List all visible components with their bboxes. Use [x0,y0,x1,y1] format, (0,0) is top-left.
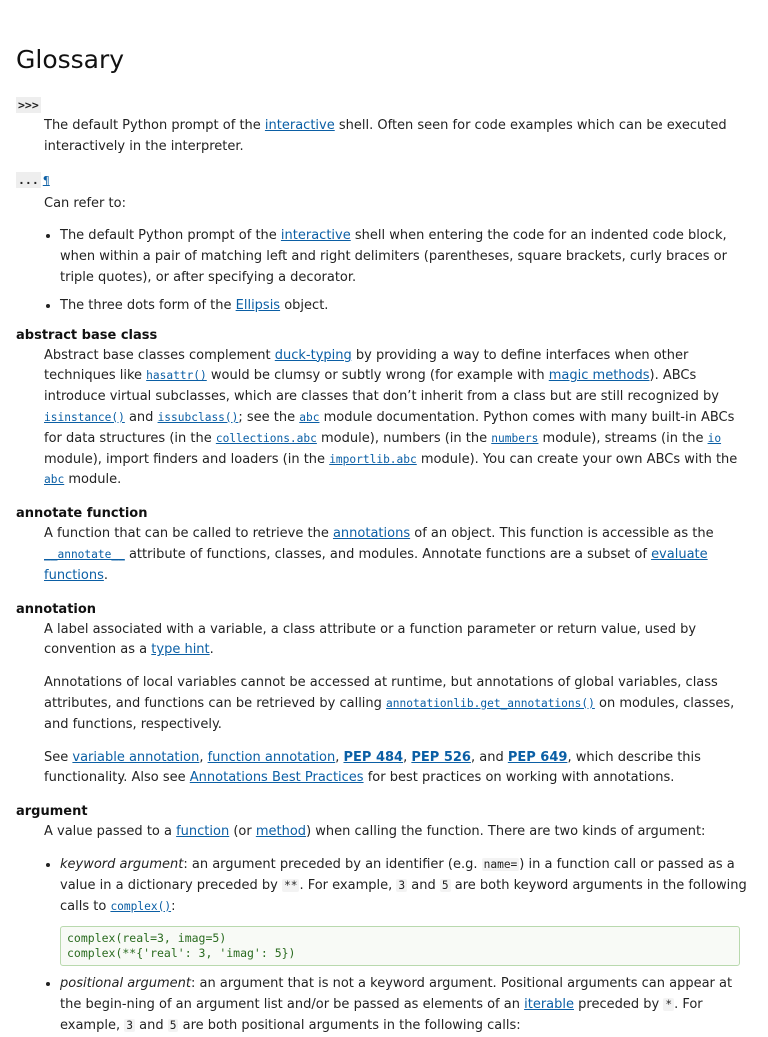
text: Abstract base classes complement [44,347,275,363]
text: module), streams (in the [538,430,708,446]
text: shell when entering the code for an indented code block, when within a pair of matching left and right delimiters (parentheses, square brackets, curly braces or triple quotes), or after specifying a decorator. [60,228,727,285]
term-ellipsis [16,170,754,191]
text: . [209,642,214,658]
text: preceded by [574,997,664,1013]
link-pep-649[interactable]: PEP 649 [507,749,568,765]
permalink-icon[interactable]: ¶ [42,173,50,187]
link-hasattr[interactable] [146,368,207,383]
link-complex[interactable] [110,899,171,914]
def-abstract-base-class [44,346,754,492]
link-evaluate-functions[interactable]: evaluate functions [44,546,708,583]
code: ** [283,878,298,892]
text: ; see the [238,409,300,425]
text: by providing a way to define interfaces when other techniques like [44,347,689,384]
text: are both positional arguments in the following calls: [178,1017,521,1033]
code: collections.abc [215,431,317,445]
text: shell. Often seen for code examples which can be executed interactively in the interpreter. [44,118,727,154]
list-item-keyword-argument [60,855,754,966]
link-pep-484[interactable]: PEP 484 [343,749,404,765]
code: abc [44,473,65,487]
text: : an argument preceded by an identifier (e.g. [183,856,482,872]
term-annotation: annotation [16,601,97,617]
text: module), numbers (in the [316,430,492,446]
link-get-annotations[interactable] [386,696,595,711]
text: and [124,409,158,425]
text: and [407,877,440,893]
link-importlib-abc[interactable] [329,452,417,467]
term-argument: argument [16,804,88,820]
def-annotation-p2 [44,673,754,735]
link-collections-abc[interactable] [216,431,317,446]
link-annotations-best-practices[interactable]: Annotations Best Practices [189,770,364,786]
term-emphasis: positional argument [60,976,192,992]
def-prompt [44,116,754,158]
text: Annotations of local variables cannot be accessed at runtime, but annotations of global variables, class attributes, and functions can be retrieved by calling [44,675,718,711]
def-annotate-function-text [44,524,754,586]
text: The three dots form of the [60,297,236,313]
code: hasattr() [146,369,207,383]
text: and [134,1017,168,1033]
link-iterable[interactable]: iterable [524,997,574,1013]
link-isinstance[interactable] [44,410,125,425]
code: io [707,431,722,445]
def-abc-text [44,346,754,492]
code: complex() [110,899,172,913]
code: annotationlib.get_annotations() [386,696,595,710]
code: numbers [491,431,539,445]
text: object. [280,297,329,313]
text: . For example, [60,997,703,1033]
link-variable-annotation[interactable]: variable annotation [72,749,200,765]
code: * [665,998,673,1012]
link-interactive[interactable]: interactive [264,118,335,133]
def-annotation-p1 [44,620,754,662]
term-prompt-code: >>> [18,98,39,112]
link-type-hint[interactable]: type hint [151,642,210,658]
code: __annotate__ [44,547,125,561]
text: A label associated with a variable, a class attribute or a function parameter or return value, used by convention as a [44,621,697,658]
link-ellipsis[interactable]: Ellipsis [235,297,281,313]
link-magic-methods[interactable]: magic methods [548,368,650,384]
link-pep-526[interactable]: PEP 526 [411,749,471,765]
def-annotation [44,620,754,790]
text: of an object. This function is accessible as the [410,526,714,542]
text: are both keyword arguments in the following calls to [60,877,747,914]
code: issubclass() [157,410,239,424]
term-annotate-function: annotate function [16,506,148,522]
text: (or [229,824,256,840]
text: : [171,898,176,914]
page-title: Glossary [16,45,125,74]
code: importlib.abc [329,452,417,466]
code: 3 [398,878,406,892]
def-ellipsis-intro: Can refer to: [44,195,126,211]
text: module), import finders and loaders (in the [44,451,330,467]
text: , [403,749,412,765]
text: ) when calling the function. There are two kinds of argument: [306,824,706,840]
code: abc [299,410,320,424]
link-abc[interactable] [299,410,319,425]
def-annotation-p3 [44,748,754,790]
text: would be clumsy or subtly wrong (for example with [206,368,549,384]
term-emphasis: keyword argument [60,856,184,872]
text: on modules, classes, and functions, respectively. [44,695,735,732]
list-item [60,296,754,317]
link-duck-typing[interactable]: duck-typing [274,347,352,363]
term-prompt [16,95,754,116]
code: isinstance() [44,410,125,424]
link-interactive[interactable]: interactive [280,228,351,244]
code-line: complex(real=3, imag=5) [67,931,227,946]
term-abstract-base-class: abstract base class [16,327,158,343]
text: . For example, [299,877,397,893]
text: : an argument that is not a keyword argument. Positional arguments can appear at the begin-ning of an argument list and/or be passed as elements of an [60,976,733,1013]
def-ellipsis [44,194,754,317]
ellipsis-list [44,226,754,316]
text: , and [470,749,508,765]
link-abc-module[interactable] [44,472,64,487]
link-annotate-dunder[interactable] [44,547,125,562]
link-function[interactable]: function [176,824,230,840]
list-item-positional-argument [60,974,754,1036]
def-prompt-text [44,116,754,158]
code: 3 [126,1018,133,1032]
argument-kinds-list [44,855,754,1037]
text: . [103,567,109,583]
def-argument [44,822,754,1037]
text: See [44,749,73,765]
text: , which describe this functionality. Also see [44,749,701,786]
text: A function that can be called to retrieve the [44,526,333,542]
link-issubclass[interactable] [158,410,239,425]
text: , [335,749,344,765]
text: module. [64,472,122,488]
text: module documentation. Python comes with many built-in ABCs for data structures (in the [44,409,735,446]
link-io[interactable] [708,431,721,446]
text: module). You can create your own ABCs with the [416,451,738,467]
text: The default Python prompt of the [60,228,281,244]
code: 5 [169,1018,177,1032]
def-argument-text [44,822,754,843]
link-function-annotation[interactable]: function annotation [207,749,336,765]
link-numbers[interactable] [491,431,538,446]
glossary-list [16,95,754,1037]
text: , [199,749,208,765]
link-annotations[interactable]: annotations [332,526,411,542]
link-method[interactable]: method [255,824,307,840]
code: name= [483,857,518,871]
code-line: complex(**{'real': 3, 'imag': 5}) [67,946,296,961]
text: attribute of functions, classes, and modules. Annotate functions are a subset of [124,546,652,562]
text: ) in a function call or passed as a value in a dictionary preceded by [60,856,735,893]
def-annotate-function [44,524,754,586]
text: ). ABCs introduce virtual subclasses, which are classes that don’t inherit from a class but are still recognized by [44,368,719,405]
code-block[interactable] [60,926,740,966]
code: 5 [441,878,449,892]
list-item [60,226,754,288]
text: for best practices on working with annotations. [363,770,675,786]
text: A value passed to a [44,824,177,840]
term-ellipsis-code: ... [18,172,39,187]
text: The default Python prompt of the [44,118,265,133]
